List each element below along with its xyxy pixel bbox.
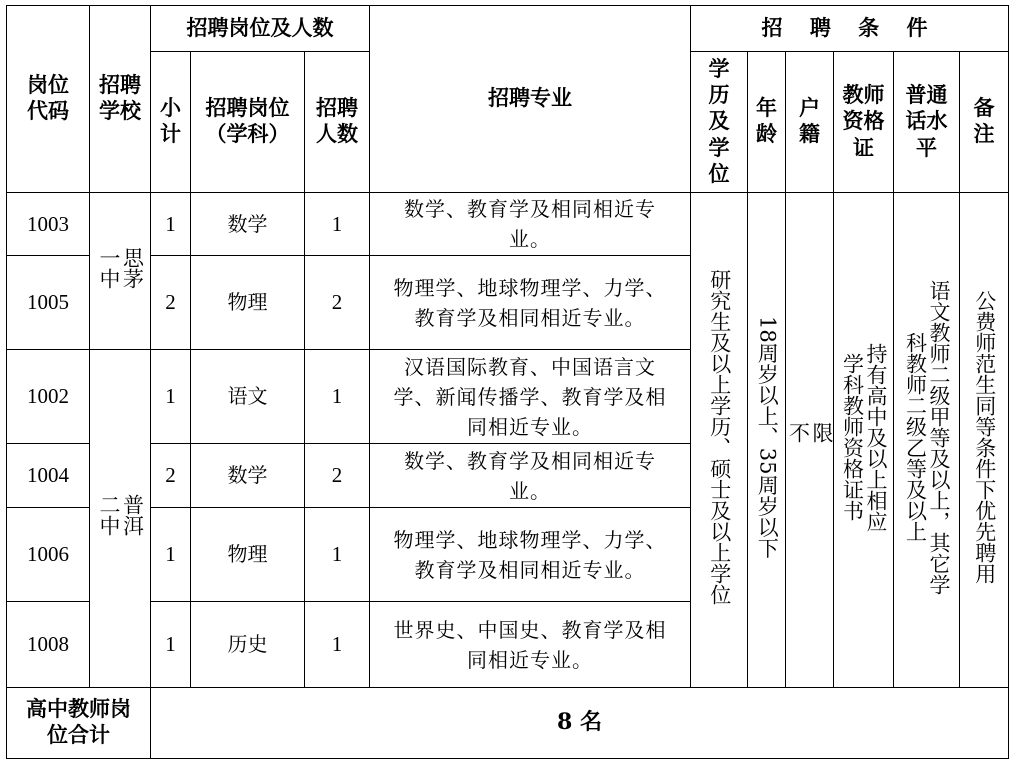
cell-code: 1005	[7, 256, 90, 350]
cell-subtotal: 1	[151, 193, 191, 256]
cell-school-puer: 普洱二中	[90, 350, 151, 688]
cell-subject: 历史	[191, 602, 305, 688]
header-major: 招聘专业	[370, 6, 691, 193]
header-hukou: 户籍	[786, 52, 834, 193]
cell-subtotal: 1	[151, 602, 191, 688]
header-mandarin: 普通话水平	[894, 52, 960, 193]
cell-count: 1	[305, 602, 370, 688]
cell-age: 18周岁以上、35周岁以下	[748, 193, 786, 688]
total-value: 8 名	[151, 688, 1009, 759]
cell-subtotal: 2	[151, 256, 191, 350]
cell-subject: 数学	[191, 193, 305, 256]
header-conditions-group: 招 聘 条 件	[691, 6, 1009, 52]
cell-subject: 物理	[191, 256, 305, 350]
cell-major: 数学、教育学及相同相近专业。	[370, 444, 691, 508]
cell-major: 物理学、地球物理学、力学、教育学及相同相近专业。	[370, 508, 691, 602]
header-code: 岗位代码	[7, 6, 90, 193]
cell-school-simao: 思茅一中	[90, 193, 151, 350]
cell-count: 1	[305, 350, 370, 444]
cell-count: 2	[305, 256, 370, 350]
cell-major: 数学、教育学及相同相近专业。	[370, 193, 691, 256]
cell-subtotal: 1	[151, 350, 191, 444]
cell-note: 公费师范生同等条件下优先聘用	[960, 193, 1009, 688]
cell-degree: 研究生及以上学历、硕士及以上学位	[691, 193, 748, 688]
cell-major: 世界史、中国史、教育学及相同相近专业。	[370, 602, 691, 688]
cell-certificate: 持有高中及以上相应学科教师资格证书	[834, 193, 894, 688]
cell-subject: 语文	[191, 350, 305, 444]
header-post: 招聘岗位（学科）	[191, 52, 305, 193]
recruitment-table	[6, 5, 1009, 759]
header-positions-group: 招聘岗位及人数	[151, 6, 370, 52]
cell-hukou: 不限	[786, 193, 834, 688]
total-label: 高中教师岗位合计	[7, 688, 151, 759]
header-count: 招聘人数	[305, 52, 370, 193]
cell-count: 2	[305, 444, 370, 508]
cell-code: 1004	[7, 444, 90, 508]
cell-count: 1	[305, 193, 370, 256]
cell-subtotal: 2	[151, 444, 191, 508]
cell-subtotal: 1	[151, 508, 191, 602]
cell-code: 1002	[7, 350, 90, 444]
header-note: 备注	[960, 52, 1009, 193]
cell-code: 1003	[7, 193, 90, 256]
header-degree: 学历及学位	[691, 52, 748, 193]
header-age: 年龄	[748, 52, 786, 193]
header-subtotal: 小计	[151, 52, 191, 193]
cell-subject: 物理	[191, 508, 305, 602]
cell-subject: 数学	[191, 444, 305, 508]
cell-major: 物理学、地球物理学、力学、教育学及相同相近专业。	[370, 256, 691, 350]
cell-mandarin: 语文教师二级甲等及以上，其它学科教师二级乙等及以上	[894, 193, 960, 688]
cell-code: 1008	[7, 602, 90, 688]
cell-count: 1	[305, 508, 370, 602]
cell-code: 1006	[7, 508, 90, 602]
header-certificate: 教师资格证	[834, 52, 894, 193]
cell-major: 汉语国际教育、中国语言文学、新闻传播学、教育学及相同相近专业。	[370, 350, 691, 444]
header-school: 招聘学校	[90, 6, 151, 193]
